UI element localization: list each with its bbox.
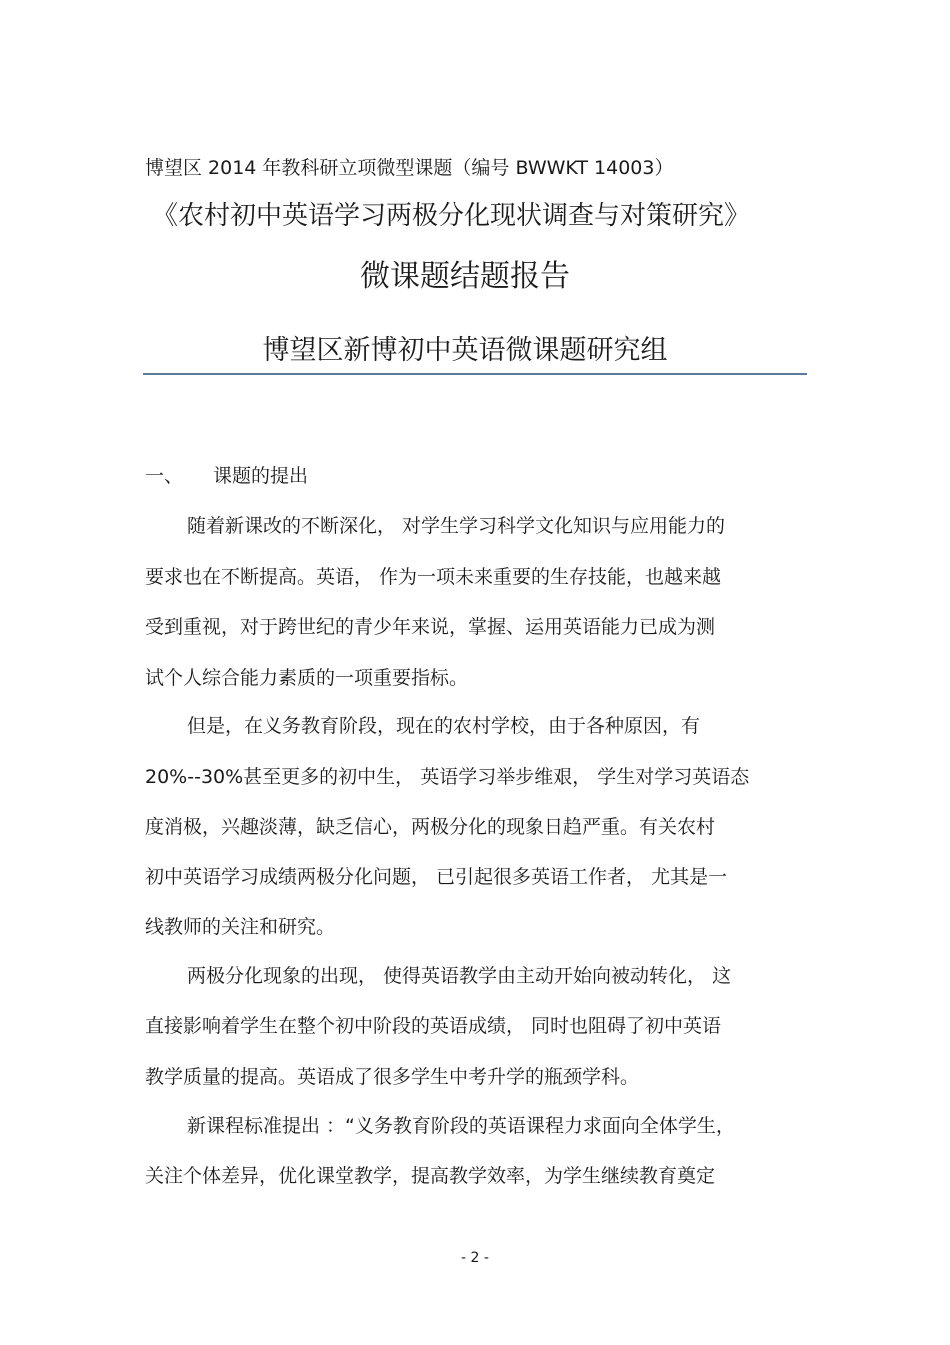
body-line: 20%--30%甚至更多的初中生， 英语学习举步维艰， 学生对学习英语态 (145, 766, 750, 788)
project-title: 《农村初中英语学习两极分化现状调查与对策研究》 (152, 201, 751, 231)
body-line: 关注个体差异，优化课堂教学，提高教学效率，为学生继续教育奠定 (145, 1165, 716, 1187)
body-line: 要求也在不断提高。英语， 作为一项未来重要的生存技能，也越来越 (145, 566, 722, 588)
body-line: 初中英语学习成绩两极分化问题， 已引起很多英语工作者， 尤其是一 (145, 866, 728, 888)
report-title: 微课题结题报告 (360, 259, 570, 294)
section-heading (145, 461, 308, 488)
body-line: 但是，在义务教育阶段，现在的农村学校，由于各种原因，有 (187, 715, 701, 737)
header-line: 博望区 2014 年教科研立项微型课题（编号 BWWKT 14003） (145, 157, 674, 179)
body-line: 两极分化现象的出现， 使得英语教学由主动开始向被动转化， 这 (187, 965, 732, 987)
body-line: 直接影响着学生在整个初中阶段的英语成绩， 同时也阻碍了初中英语 (145, 1015, 722, 1037)
body-line: 线教师的关注和研究。 (145, 916, 336, 938)
research-group-name: 博望区新博初中英语微课题研究组 (262, 335, 668, 366)
body-line: 新课程标准提出 ：“义务教育阶段的英语课程力求面向全体学生， (187, 1115, 735, 1137)
body-line: 随着新课改的不断深化， 对学生学习科学文化知识与应用能力的 (187, 515, 726, 537)
title-divider (143, 373, 807, 375)
body-line: 试个人综合能力素质的一项重要指标。 (145, 667, 469, 689)
body-line: 教学质量的提高。英语成了很多学生中考升学的瓶颈学科。 (145, 1066, 640, 1088)
body-line: 度消极，兴趣淡薄，缺乏信心，两极分化的现象日趋严重。有关农村 (145, 816, 716, 838)
section-title: 课题的提出 (213, 465, 309, 487)
section-number: 一、 (145, 465, 184, 487)
page-number: - 2 - (461, 1250, 489, 1266)
body-line: 受到重视，对于跨世纪的青少年来说，掌握、运用英语能力已成为测 (145, 616, 716, 638)
